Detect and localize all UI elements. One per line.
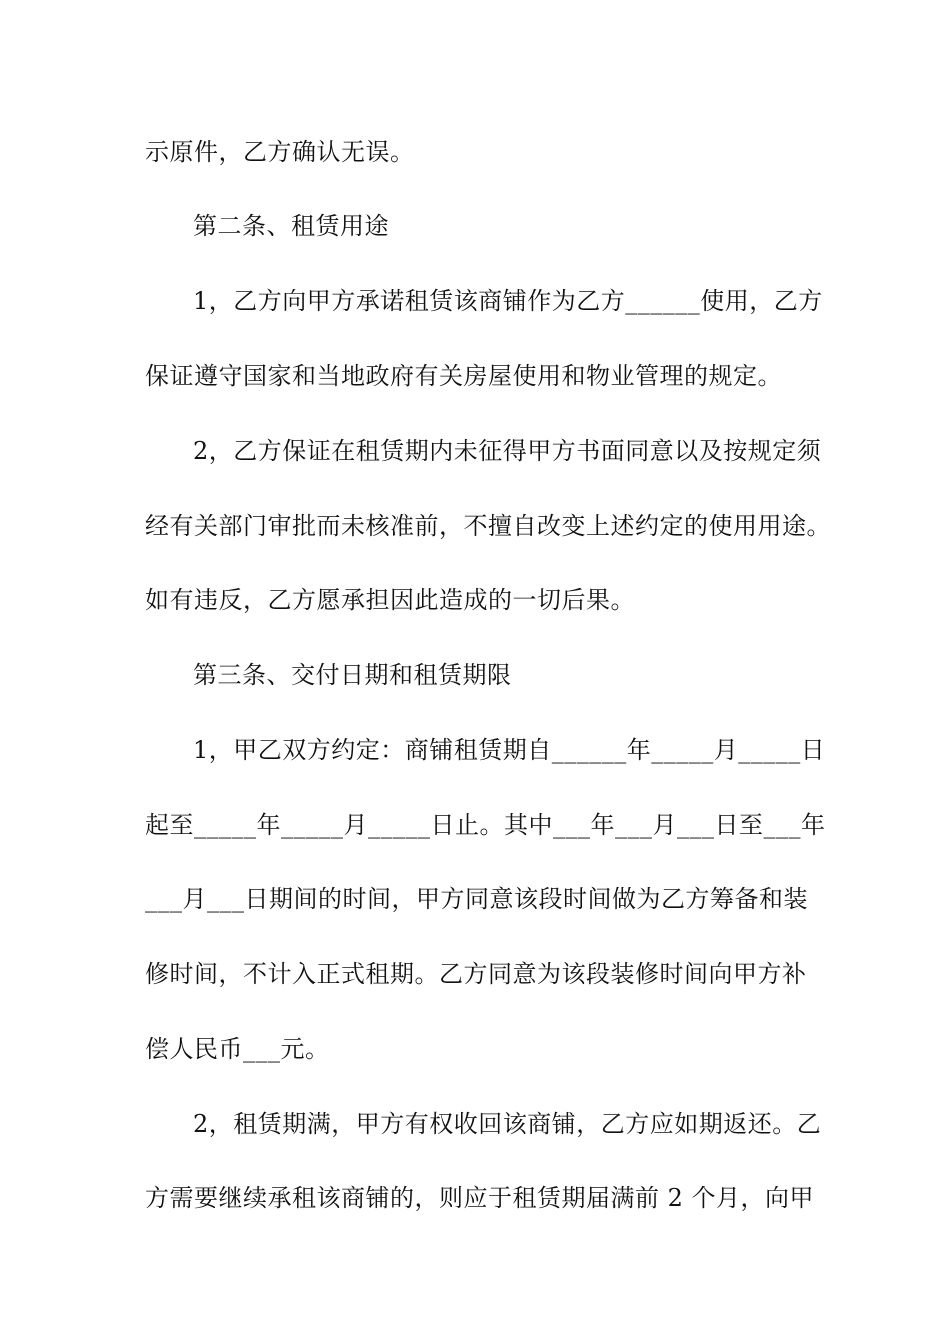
paragraph-line: ___月___日期间的时间，甲方同意该段时间做为乙方筹备和装 xyxy=(145,885,808,913)
paragraph-line: 示原件，乙方确认无误。 xyxy=(145,138,415,166)
paragraph-line: 1，乙方向甲方承诺租赁该商铺作为乙方______使用，乙方 xyxy=(193,287,823,315)
paragraph-line: 保证遵守国家和当地政府有关房屋使用和物业管理的规定。 xyxy=(145,362,782,390)
paragraph-line: 2，乙方保证在租赁期内未征得甲方书面同意以及按规定须 xyxy=(193,437,822,465)
paragraph-line: 2，租赁期满，甲方有权收回该商铺，乙方应如期返还。乙 xyxy=(193,1110,822,1138)
paragraph-line: 偿人民币___元。 xyxy=(145,1035,330,1063)
paragraph-line: 经有关部门审批而未核准前，不擅自改变上述约定的使用用途。 xyxy=(145,512,831,540)
paragraph-line: 修时间，不计入正式租期。乙方同意为该段装修时间向甲方补 xyxy=(145,960,807,988)
section-heading: 第二条、租赁用途 xyxy=(193,212,389,240)
paragraph-line: 起至_____年_____月_____日止。其中___年___月___日至___年 xyxy=(145,811,826,839)
paragraph-line: 如有违反，乙方愿承担因此造成的一切后果。 xyxy=(145,586,635,614)
section-heading: 第三条、交付日期和租赁期限 xyxy=(193,661,512,689)
paragraph-line: 1，甲乙双方约定：商铺租赁期自______年_____月_____日 xyxy=(193,736,826,764)
paragraph-line: 方需要继续承租该商铺的，则应于租赁期届满前 2 个月，向甲 xyxy=(145,1184,815,1212)
